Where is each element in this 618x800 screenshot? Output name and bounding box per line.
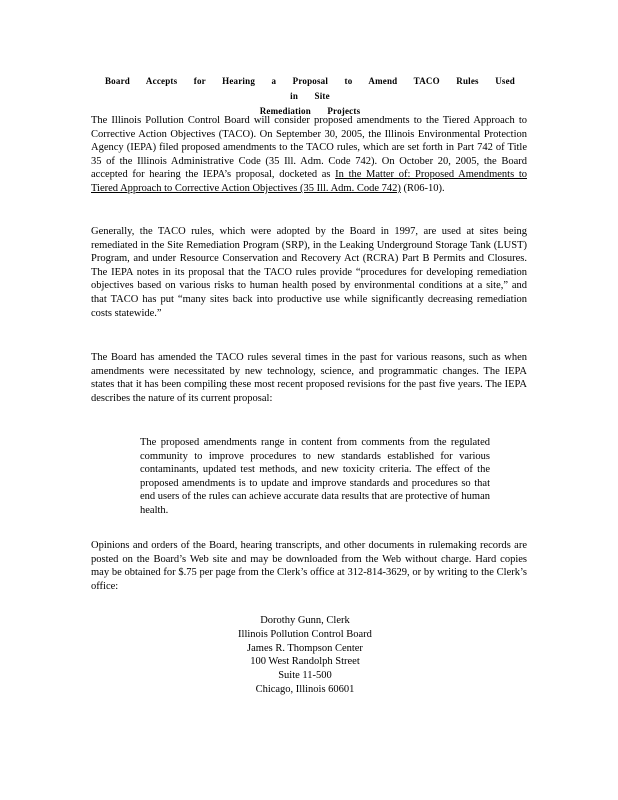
intro-text: The Illinois Pollution Control Board will consider proposed amendments to the Tiered Approach to Corrective Action Objectives (TACO). On September 30, 2005, the Illinois Environmental Protection Agency (IEPA) filed proposed amendments to the TACO rules, which are set forth in Part 742 of Title 35 of the Illinois Administrative Code (35 Ill. Adm. Code 742). On October 20, 2005, the Board accepted for hearing the IEPA’s proposal, docketed as (91, 115, 527, 181)
docket-number: (R06-10). (400, 182, 445, 194)
address-street: 100 West Randolph Street (250, 656, 360, 668)
amendments-paragraph: The Board has amended the TACO rules several times in the past for various reasons, such as when amendments were necessitated by new technology, science, and programmatic changes. The IEPA states that it has been compiling these most recent proposed revisions for the past five years. The IEPA describes the nature of its current proposal: (91, 352, 527, 404)
title-line-1: Board Accepts for Hearing a Proposal to Amend TACO Rules Used in Site (104, 76, 516, 101)
intro-paragraph (91, 114, 527, 196)
case-title: In the Matter of: Proposed Amendments to Tiered Approach to Corrective Action Objectives (35 Ill. Adm. Code 742) (91, 169, 527, 194)
clerk-address-block (205, 614, 405, 697)
block-quote: The proposed amendments range in content from comments from the regulated community to improve procedures to new standards established for various contaminants, updated test methods, and new toxicity criteria. The effect of the proposed amendments is to update and improve standards and procedures so that end users of the rules can achieve accurate data results that are protective of human health. (140, 437, 490, 516)
background-paragraph: Generally, the TACO rules, which were adopted by the Board in 1997, are used at sites being remediated in the Site Remediation Program (SRP), in the Leaking Underground Storage Tank (LUST) Program, and under Resource Conservation and Recovery Act (RCRA) Part B Permits and Closures. The IEPA notes in its proposal that the TACO rules provide “procedures for developing remediation objectives based on various risks to human health posed by environmental conditions at a site,” and that TACO has put “many sites back into productive use while significantly decreasing remediation costs statewide.” (91, 226, 527, 319)
address-city: Chicago, Illinois 60601 (255, 683, 355, 695)
address-building: James R. Thompson Center (247, 642, 363, 654)
records-paragraph: Opinions and orders of the Board, hearing transcripts, and other documents in rulemaking records are posted on the Board’s Web site and may be downloaded from the Web without charge. Hard copies may be obtained for $.75 per page from the Clerk’s office at 312-814-3629, or by writing to the Clerk’s office: (91, 540, 527, 592)
document-title (100, 74, 520, 119)
address-org: Illinois Pollution Control Board (238, 628, 372, 640)
address-suite: Suite 11-500 (278, 670, 332, 682)
title-line-2: Remediation Projects (259, 106, 361, 116)
address-name: Dorothy Gunn, Clerk (260, 615, 350, 626)
